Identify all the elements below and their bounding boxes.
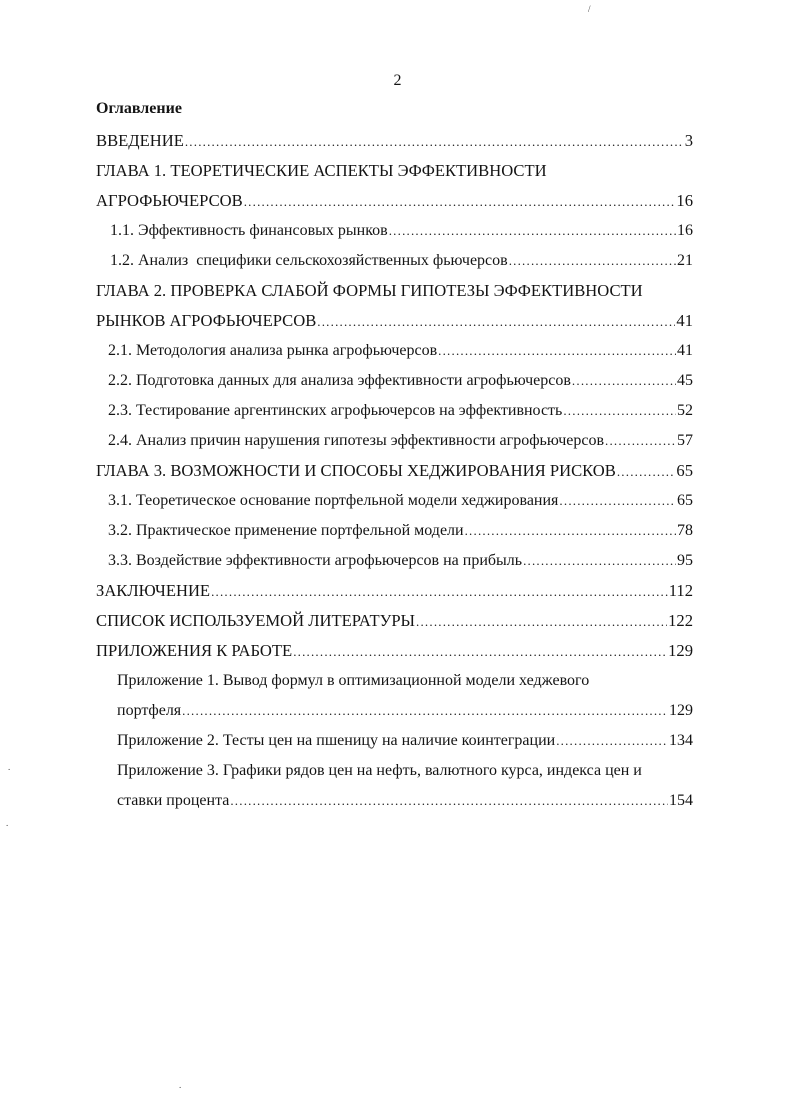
toc-entry-text: 1.1. Эффективность финансовых рынков: [110, 222, 388, 239]
toc-entry-text: ГЛАВА 2. ПРОВЕРКА СЛАБОЙ ФОРМЫ ГИПОТЕЗЫ ЭФФЕКТИВНОСТИ: [96, 281, 643, 300]
toc-entry-page: 95: [677, 552, 693, 569]
toc-entry-text: 1.2. Анализ специфики сельскохозяйственных фьючерсов: [110, 252, 508, 269]
table-of-contents: [96, 126, 693, 816]
page-number: 2: [393, 72, 402, 89]
toc-entry-page: 78: [677, 522, 693, 539]
toc-entry-text-cont: РЫНКОВ АГРОФЬЮЧЕРСОВ: [96, 311, 317, 330]
toc-entry-section-2-4: [96, 426, 693, 456]
toc-entry-page: 57: [677, 432, 693, 449]
toc-leader-dots: [389, 216, 676, 246]
toc-entry-text: ГЛАВА 1. ТЕОРЕТИЧЕСКИЕ АСПЕКТЫ ЭФФЕКТИВНОСТИ: [96, 161, 547, 180]
scan-speck: .: [8, 762, 11, 772]
toc-leader-dots: [605, 426, 676, 456]
toc-leader-dots: [293, 637, 667, 667]
toc-entry-text: 2.4. Анализ причин нарушения гипотезы эффективности агрофьючерсов: [108, 432, 604, 449]
toc-entry-text: Приложение 3. Графики рядов цен на нефть, валютного курса, индекса цен и: [117, 762, 642, 779]
toc-entry-chapter-1: [96, 156, 693, 186]
toc-entry-text: ГЛАВА 3. ВОЗМОЖНОСТИ И СПОСОБЫ ХЕДЖИРОВАНИЯ РИСКОВ: [96, 461, 616, 480]
toc-entry-section-3-1: [96, 486, 693, 516]
toc-entry-text: Приложение 1. Вывод формул в оптимизационной модели хеджевого: [117, 672, 590, 689]
toc-leader-dots: [244, 187, 676, 217]
toc-entry-section-2-1: [96, 336, 693, 366]
toc-entry-text: 2.2. Подготовка данных для анализа эффективности агрофьючерсов: [108, 372, 571, 389]
toc-entry-text: 2.3. Тестирование аргентинских агрофьючерсов на эффективность: [108, 402, 563, 419]
toc-leader-dots: [182, 696, 668, 726]
toc-entry-conclusion: [96, 576, 693, 606]
toc-entry-text-cont: портфеля: [117, 702, 182, 719]
toc-entry-page: 154: [669, 792, 693, 809]
toc-leader-dots: [556, 726, 668, 756]
toc-entry-section-2-3: [96, 396, 693, 426]
toc-entry-page: 41: [676, 311, 693, 330]
toc-entry-page: 112: [668, 581, 693, 600]
toc-entry-page: 65: [676, 461, 693, 480]
toc-leader-dots: [465, 516, 676, 546]
toc-entry-appendix-3-cont: [96, 786, 693, 816]
toc-leader-dots: [572, 366, 676, 396]
toc-entry-page: 129: [668, 641, 693, 660]
toc-leader-dots: [563, 396, 676, 426]
toc-entry-chapter-3: [96, 456, 693, 486]
toc-entry-page: 129: [669, 702, 693, 719]
toc-leader-dots: [559, 486, 676, 516]
toc-leader-dots: [438, 336, 676, 366]
toc-leader-dots: [211, 577, 668, 607]
toc-entry-section-3-2: [96, 516, 693, 546]
toc-leader-dots: [617, 457, 676, 487]
toc-entry-page: 3: [684, 131, 693, 150]
toc-leader-dots: [185, 127, 684, 157]
toc-entry-page: 21: [677, 252, 693, 269]
toc-entry-appendix-1-cont: [96, 696, 693, 726]
toc-entry-section-1-2: [96, 246, 693, 276]
toc-entry-chapter-2: [96, 276, 693, 306]
toc-entry-text: Приложение 2. Тесты цен на пшеницу на наличие коинтеграции: [117, 732, 556, 749]
toc-entry-text: ВВЕДЕНИЕ: [96, 131, 184, 150]
toc-entry-page: 16: [676, 191, 693, 210]
toc-entry-appendices: [96, 636, 693, 666]
toc-entry-text: 3.3. Воздействие эффективности агрофьючерсов на прибыль: [108, 552, 523, 569]
toc-entry-text: 3.1. Теоретическое основание портфельной модели хеджирования: [108, 492, 559, 509]
toc-leader-dots: [230, 786, 668, 816]
toc-leader-dots: [523, 546, 676, 576]
toc-entry-text: ЗАКЛЮЧЕНИЕ: [96, 581, 211, 600]
toc-entry-appendix-3: [96, 756, 693, 786]
toc-entry-text-cont: АГРОФЬЮЧЕРСОВ: [96, 191, 243, 210]
toc-entry-page: 65: [677, 492, 693, 509]
scan-speck: /: [588, 4, 591, 14]
toc-entry-page: 41: [677, 342, 693, 359]
toc-entry-chapter-2-cont: [96, 306, 693, 336]
toc-entry-section-1-1: [96, 216, 693, 246]
toc-entry-page: 45: [677, 372, 693, 389]
toc-leader-dots: [416, 607, 667, 637]
toc-entry-text: 3.2. Практическое применение портфельной модели: [108, 522, 464, 539]
scan-speck: .: [179, 1080, 182, 1090]
toc-entry-text: СПИСОК ИСПОЛЬЗУЕМОЙ ЛИТЕРАТУРЫ: [96, 611, 416, 630]
toc-entry-text: 2.1. Методология анализа рынка агрофьючерсов: [108, 342, 438, 359]
toc-entry-page: 16: [677, 222, 693, 239]
toc-entry-section-3-3: [96, 546, 693, 576]
toc-entry-introduction: [96, 126, 693, 156]
toc-leader-dots: [509, 246, 676, 276]
scan-speck: .: [6, 818, 9, 828]
toc-entry-chapter-1-cont: [96, 186, 693, 216]
toc-entry-appendix-1: [96, 666, 693, 696]
toc-entry-appendix-2: [96, 726, 693, 756]
toc-entry-text: ПРИЛОЖЕНИЯ К РАБОТЕ: [96, 641, 293, 660]
toc-entry-page: 122: [668, 611, 693, 630]
toc-title: Оглавление: [96, 100, 182, 117]
toc-entry-page: 52: [677, 402, 693, 419]
toc-entry-section-2-2: [96, 366, 693, 396]
toc-entry-text-cont: ставки процента: [117, 792, 230, 809]
toc-entry-references: [96, 606, 693, 636]
toc-entry-page: 134: [669, 732, 693, 749]
toc-leader-dots: [317, 307, 675, 337]
